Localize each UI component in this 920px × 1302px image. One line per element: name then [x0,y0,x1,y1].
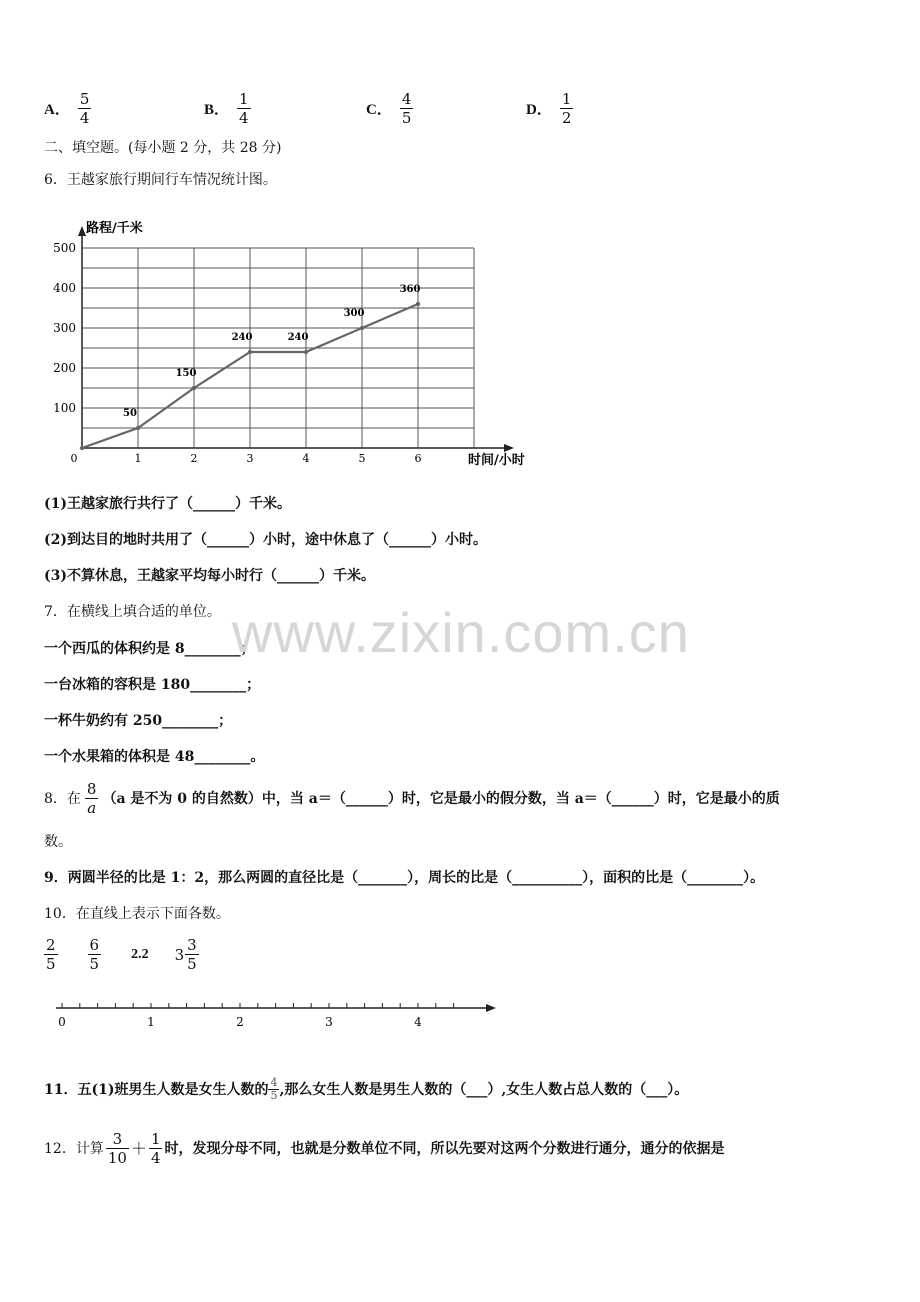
question-8 [44,780,780,817]
question-6-title: 6．王越家旅行期间行车情况统计图。 [44,172,277,188]
question-6-part-2: (2)到达目的地时共用了（______）小时，途中休息了（______）小时。 [44,532,487,548]
number-line-label: 0 [58,1015,66,1029]
question-6-part-1: (1)王越家旅行共行了（______）千米。 [44,496,291,512]
x-tick-label: 5 [358,452,366,465]
question-10-numbers [44,936,199,973]
x-tick-label: 6 [414,452,422,465]
y-tick-label: 300 [53,321,76,335]
x-axis-arrow [504,444,514,452]
x-tick-label: 0 [70,452,78,465]
option-label: C． [366,102,392,118]
y-axis-arrow [78,226,86,236]
chart-grid [82,248,474,448]
question-11-prefix: 11．五(1)班男生人数是女生人数的 [44,1081,269,1098]
data-point [192,386,196,390]
question-7-line-1: 一个西瓜的体积约是 8________； [44,641,255,657]
question-11-text: ,那么女生人数是男生人数的（___）,女生人数占总人数的（___）。 [279,1081,689,1098]
number-line-label: 3 [325,1015,333,1029]
option-a [44,90,91,127]
question-9: 9．两圆半径的比是 1：2，那么两圆的直径比是（_______），周长的比是（__________），面积的比是（________）。 [44,870,765,886]
option-fraction: $\frac{1}{2}$ [561,90,572,127]
x-axis-label: 时间/小时 [468,453,525,468]
option-label: B． [204,102,230,118]
fraction-6-5: $\frac{6}{5}$ [89,936,100,973]
data-point [360,326,364,330]
y-axis-label: 路程/千米 [86,221,143,236]
question-12-prefix: 12．计算 [44,1140,104,1157]
data-label: 240 [231,332,253,343]
watermark: www.zixin.com.cn [232,601,690,664]
mixed-whole: 3 [174,945,185,964]
fraction-3-10: $\frac{3}{10}$ [107,1130,127,1167]
data-point [304,350,308,354]
x-tick-label: 4 [302,452,310,465]
fraction-8-over-a: $\frac{8}{a}$ [86,780,97,817]
data-point [416,302,420,306]
x-tick-label: 1 [134,452,142,465]
option-d [526,90,573,127]
number-line-arrow [486,1004,496,1012]
question-8-text: （a 是不为 0 的自然数）中，当 a＝（______）时，它是最小的假分数，当 a＝（______）时，它是最小的质 [102,790,780,807]
question-8-continuation: 数。 [44,834,72,850]
decimal-2-2: 2.2 [131,946,149,962]
distance-time-chart [40,210,560,475]
data-label: 150 [175,368,197,379]
x-tick-label: 3 [246,452,254,465]
data-label: 300 [343,308,365,319]
data-point [248,350,252,354]
data-label: 360 [399,284,421,295]
question-8-prefix: 8．在 [44,790,81,807]
fraction-1-4: $\frac{1}{4}$ [150,1130,161,1167]
question-10-title: 10．在直线上表示下面各数。 [44,906,230,922]
option-fraction: $\frac{5}{4}$ [79,90,90,127]
question-7-line-3: 一杯牛奶约有 250________； [44,713,233,729]
x-tick-label: 2 [190,452,198,465]
fraction-4-5: $\frac{4}{5}$ [270,1076,278,1102]
question-11 [44,1077,688,1102]
data-point [136,426,140,430]
option-fraction: $\frac{4}{5}$ [401,90,412,127]
question-12-text: 时，发现分母不同，也就是分数单位不同，所以先要对这两个分数进行通分，通分的依据是 [164,1140,725,1157]
section-title: 二、填空题。(每小题 2 分，共 28 分) [44,140,282,156]
mixed-fraction: $\frac{3}{5}$ [187,936,197,973]
number-line-label: 1 [147,1015,155,1029]
y-tick-label: 200 [53,361,76,375]
data-label: 50 [123,408,137,419]
question-12 [44,1130,724,1167]
number-line-label: 2 [236,1015,244,1029]
option-label: D． [526,102,552,118]
number-line [56,996,506,1032]
y-tick-label: 100 [53,401,76,415]
plus-sign: ＋ [130,1138,147,1158]
option-fraction: $\frac{1}{4}$ [239,90,249,127]
data-label: 240 [287,332,309,343]
option-label: A． [44,102,70,118]
option-c [366,90,413,127]
question-6-part-3: (3)不算休息，王越家平均每小时行（______）千米。 [44,568,375,584]
question-7-line-2: 一台冰箱的容积是 180________； [44,677,261,693]
chart-ticks [53,241,421,465]
data-point [80,446,84,450]
question-7-title: 7．在横线上填合适的单位。 [44,604,221,620]
question-7-line-4: 一个水果箱的体积是 48________。 [44,749,265,765]
option-b [204,90,251,127]
fraction-2-5: $\frac{2}{5}$ [46,936,56,973]
number-line-label: 4 [414,1015,422,1029]
y-tick-label: 500 [53,241,76,255]
y-tick-label: 400 [53,281,76,295]
